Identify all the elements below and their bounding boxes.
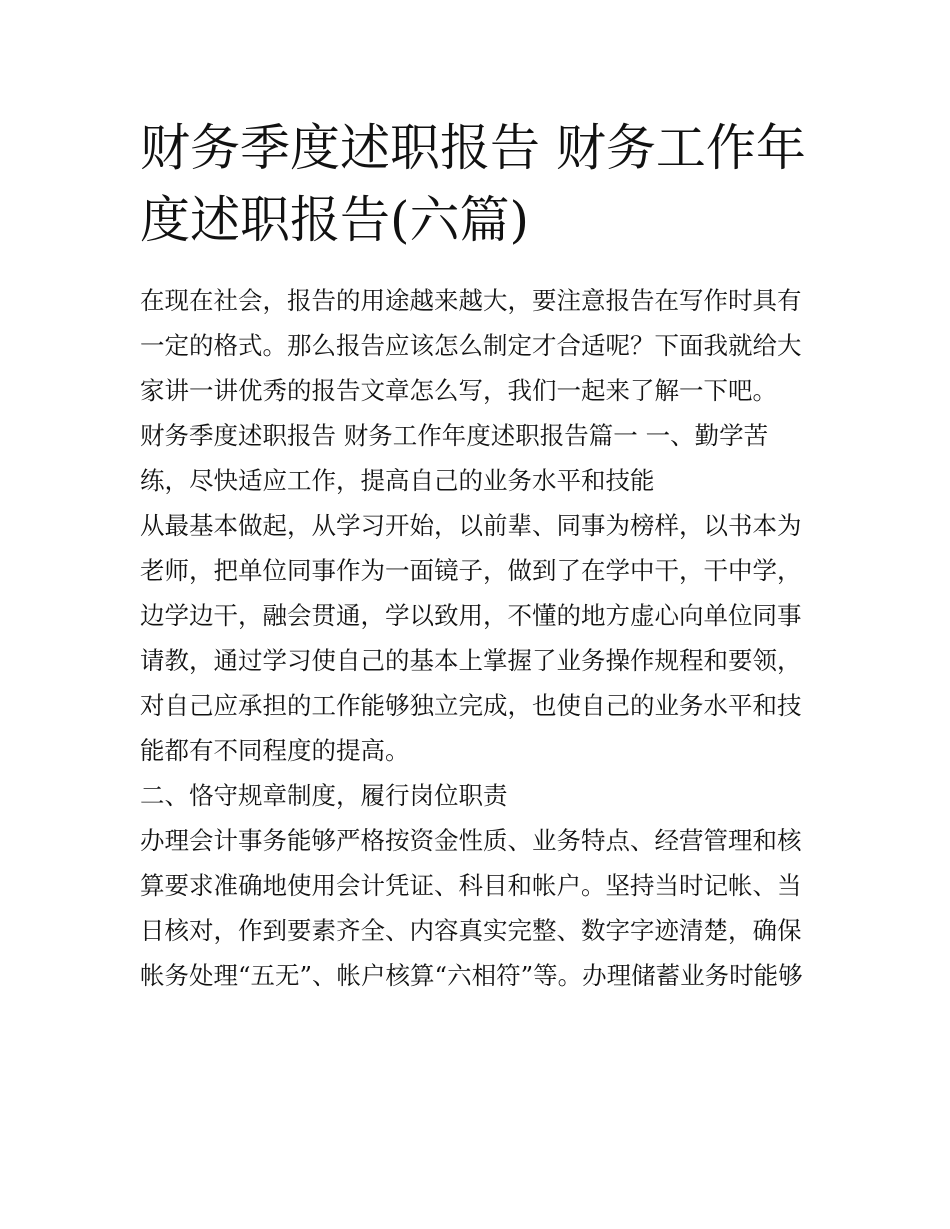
paragraph-section-two-heading: 二、恪守规章制度，履行岗位职责 xyxy=(140,781,508,810)
document-title: 财务季度述职报告 财务工作年度述职报告(六篇) xyxy=(140,119,806,249)
paragraph-intro: 在现在社会，报告的用途越来越大，要注意报告在写作时具有一定的格式。那么报告应该怎么制定才合适呢？下面我就给大家讲一讲优秀的报告文章怎么写，我们一起来了解一下吧。 xyxy=(140,286,802,405)
paragraph-section-two-body: 办理会计事务能够严格按资金性质、业务特点、经营管理和核算要求准确地使用会计凭证、科目和帐户。坚持当时记帐、当日核对，作到要素齐全、内容真实完整、数字字迹清楚，确保帐务处理“五无”、帐户核算“六相符”等。办理储蓄业务时能够 xyxy=(140,826,803,990)
paragraph-section-one-heading: 财务季度述职报告 财务工作年度述职报告篇一 一、勤学苦练，尽快适应工作，提高自己的业务水平和技能 xyxy=(140,421,769,495)
document-body xyxy=(140,278,815,998)
paragraph-section-one-body: 从最基本做起，从学习开始，以前辈、同事为榜样，以书本为老师，把单位同事作为一面镜子，做到了在学中干，干中学，边学边干，融会贯通，学以致用，不懂的地方虚心向单位同事请教，通过学习使自己的基本上掌握了业务操作规程和要领，对自己应承担的工作能够独立完成，也使自己的业务水平和技能都有不同程度的提高。 xyxy=(140,511,802,765)
